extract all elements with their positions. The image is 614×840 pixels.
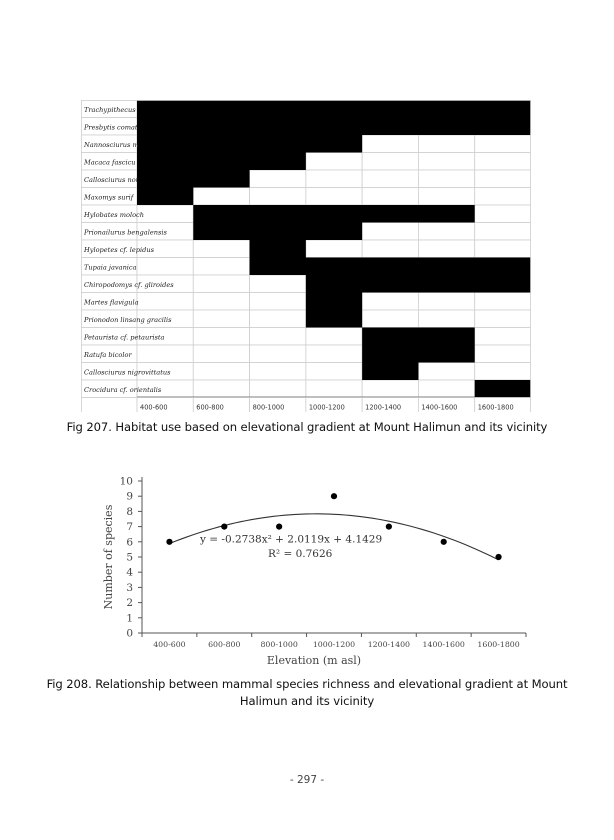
r-squared-label: R² = 0.7626 <box>268 548 333 560</box>
grid-cell <box>418 153 474 171</box>
grid-cell <box>418 170 474 188</box>
grid-cell <box>475 293 531 311</box>
grid-cell <box>362 153 418 171</box>
habitat-use-chart-svg <box>81 100 531 412</box>
grid-cell <box>362 293 418 311</box>
occupancy-bar <box>137 153 306 171</box>
grid-cell <box>475 205 531 223</box>
x-tick-label: 600-800 <box>208 640 241 649</box>
column-header-label: 1000-1200 <box>308 403 345 412</box>
grid-cell <box>306 170 362 188</box>
species-label: Callosciurus not <box>84 175 139 184</box>
grid-cell <box>362 310 418 328</box>
grid-cell <box>250 188 306 206</box>
x-tick-label: 400-600 <box>153 640 186 649</box>
y-tick-label: 8 <box>126 505 133 518</box>
species-label: Presbytis comat <box>84 123 138 132</box>
x-tick-label: 1400-1600 <box>422 640 465 649</box>
grid-cell <box>193 240 249 258</box>
occupancy-bar <box>137 118 531 136</box>
grid-cell <box>250 328 306 346</box>
y-tick-label: 6 <box>126 536 133 549</box>
grid-cell <box>250 380 306 398</box>
data-point <box>441 539 447 545</box>
grid-cell <box>362 240 418 258</box>
figure-207-caption: Fig 207. Habitat use based on elevational gradient at Mount Halimun and its vicinity <box>66 420 548 434</box>
grid-cell <box>306 328 362 346</box>
grid-cell <box>475 345 531 363</box>
x-tick-label: 1200-1400 <box>367 640 411 649</box>
grid-cell <box>475 240 531 258</box>
page-number: - 297 - <box>289 774 325 786</box>
grid-cell <box>306 380 362 398</box>
y-tick-label: 2 <box>126 597 133 610</box>
grid-cell <box>475 310 531 328</box>
grid-cell <box>475 328 531 346</box>
species-label: Trachypithecus <box>84 105 136 114</box>
data-point <box>386 524 392 530</box>
y-tick-label: 5 <box>126 551 133 564</box>
y-tick-label: 9 <box>126 490 133 503</box>
header-label-cell <box>81 398 137 413</box>
grid-cell <box>193 275 249 293</box>
y-tick-label: 1 <box>126 612 133 625</box>
occupancy-bar <box>137 135 362 153</box>
occupancy-bar <box>193 205 474 223</box>
grid-cell <box>193 258 249 276</box>
grid-cell <box>418 363 474 381</box>
grid-cell <box>475 223 531 241</box>
species-richness-chart <box>96 470 536 666</box>
grid-cell <box>193 310 249 328</box>
occupancy-bar <box>250 240 306 258</box>
grid-cell <box>418 188 474 206</box>
species-label: Martes flavigula <box>84 298 139 307</box>
grid-cell <box>475 188 531 206</box>
x-tick-label: 800-1000 <box>260 640 298 649</box>
species-label: Nannosciurus m <box>84 140 139 149</box>
grid-cell <box>418 135 474 153</box>
grid-cell <box>250 293 306 311</box>
grid-cell <box>475 363 531 381</box>
species-label: Ratufa bicolor <box>84 350 132 359</box>
grid-cell <box>137 258 193 276</box>
y-axis-title: Number of species <box>102 504 115 610</box>
species-label: Tupaia javanica <box>84 263 137 272</box>
column-header-label: 1400-1600 <box>421 403 458 412</box>
x-tick-label: 1000-1200 <box>312 640 356 649</box>
x-axis-title: Elevation (m asl) <box>266 654 362 666</box>
grid-cell <box>362 135 418 153</box>
grid-cell <box>250 275 306 293</box>
grid-cell <box>475 170 531 188</box>
x-tick-label: 1600-1800 <box>477 640 520 649</box>
column-header-label: 400-600 <box>140 403 168 412</box>
grid-cell <box>418 240 474 258</box>
data-point <box>221 524 227 530</box>
species-label: Maxomys surif <box>84 193 134 202</box>
occupancy-bar <box>193 223 362 241</box>
grid-cell <box>193 345 249 363</box>
grid-cell <box>137 293 193 311</box>
grid-cell <box>362 380 418 398</box>
occupancy-bar <box>306 293 362 311</box>
figure-208-caption: Fig 208. Relationship between mammal species richness and elevational gradient at Mount Halimun and its vicinity <box>46 677 568 708</box>
grid-cell <box>193 380 249 398</box>
trendline-equation: y = -0.2738x² + 2.0119x + 4.1429 <box>200 533 383 546</box>
grid-cell <box>250 310 306 328</box>
column-header-label: 600-800 <box>196 403 224 412</box>
species-label: Chiropodomys cf. gliroides <box>84 280 174 289</box>
data-point <box>166 539 172 545</box>
y-tick-label: 10 <box>119 475 133 488</box>
grid-cell <box>250 363 306 381</box>
occupancy-bar <box>137 100 531 118</box>
y-tick-label: 0 <box>126 627 133 640</box>
column-header-label: 1200-1400 <box>365 403 402 412</box>
occupancy-bar <box>362 363 418 381</box>
species-label: Hylopetes cf. lepidus <box>84 245 154 254</box>
occupancy-bar <box>362 328 475 346</box>
species-label: Prionailurus bengalensis <box>84 228 167 237</box>
column-header-label: 800-1000 <box>252 403 285 412</box>
occupancy-bar <box>306 275 531 293</box>
grid-cell <box>418 380 474 398</box>
grid-cell <box>193 293 249 311</box>
grid-cell <box>137 205 193 223</box>
grid-cell <box>418 293 474 311</box>
grid-cell <box>137 345 193 363</box>
data-point <box>276 524 282 530</box>
grid-cell <box>418 223 474 241</box>
occupancy-bar <box>475 380 531 398</box>
grid-cell <box>193 363 249 381</box>
species-label: Crocidura cf. orientalis <box>84 385 162 394</box>
species-label: Macaca fascicu <box>84 158 136 167</box>
column-header-label: 1600-1800 <box>477 403 514 412</box>
species-label: Callosciurus nigrovittatus <box>84 368 171 377</box>
y-tick-label: 4 <box>126 566 133 579</box>
grid-cell <box>362 223 418 241</box>
grid-cell <box>250 345 306 363</box>
occupancy-bar <box>306 310 362 328</box>
grid-cell <box>250 170 306 188</box>
grid-cell <box>306 188 362 206</box>
grid-cell <box>306 363 362 381</box>
grid-cell <box>362 188 418 206</box>
grid-cell <box>362 170 418 188</box>
occupancy-bar <box>250 258 531 276</box>
occupancy-bar <box>137 170 250 188</box>
habitat-use-chart <box>81 100 531 412</box>
grid-cell <box>418 310 474 328</box>
y-tick-label: 3 <box>126 581 133 594</box>
data-point <box>331 493 337 499</box>
grid-cell <box>306 153 362 171</box>
species-label: Petaurista cf. petaurista <box>84 333 165 342</box>
species-label: Prionodon linsang gracilis <box>84 315 172 324</box>
grid-cell <box>475 135 531 153</box>
grid-cell <box>193 328 249 346</box>
species-richness-chart-svg <box>96 470 536 666</box>
species-label: Hylobates moloch <box>84 210 144 219</box>
grid-cell <box>475 153 531 171</box>
grid-cell <box>306 345 362 363</box>
data-point <box>495 554 501 560</box>
occupancy-bar <box>362 345 475 363</box>
y-tick-label: 7 <box>126 521 133 534</box>
occupancy-bar <box>137 188 193 206</box>
grid-cell <box>193 188 249 206</box>
grid-cell <box>306 240 362 258</box>
